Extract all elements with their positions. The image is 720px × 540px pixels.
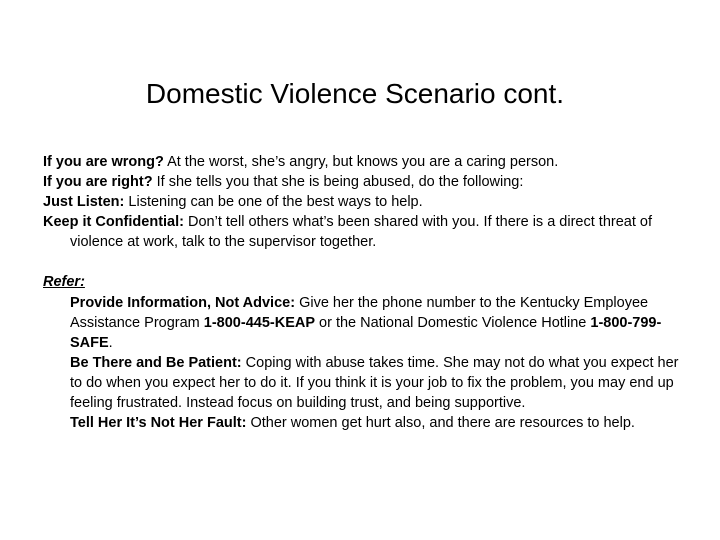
paragraph-lead: If you are right? [43, 174, 153, 190]
paragraph-text: If she tells you that she is being abused, do the following: [152, 174, 524, 190]
refer-item-text: . [108, 335, 113, 351]
phone-number-safe: 1-800-799-SAFE [70, 315, 662, 351]
refer-item-text: Coping with abuse takes time. She may not do what you expect her to do when you expect her to do it. If you think it is your job to fix the problem, you may end up feeling frustrated. Instead focus on building trust, and being supportive. [70, 355, 679, 411]
refer-item-text: Other women get hurt also, and there are resources to help. [246, 415, 635, 431]
slide-body [43, 152, 683, 433]
refer-item-be-patient [43, 353, 683, 413]
paragraph-lead: Just Listen: [43, 194, 125, 210]
refer-item-lead: Tell Her It’s Not Her Fault: [70, 415, 247, 431]
slide-title: Domestic Violence Scenario cont. [145, 78, 565, 109]
spacer [43, 252, 683, 272]
paragraph-just-listen [43, 192, 683, 212]
refer-item-not-her-fault [43, 413, 683, 433]
phone-number-keap: 1-800-445-KEAP [203, 315, 316, 331]
refer-item-provide-information [43, 293, 683, 353]
paragraph-text: Listening can be one of the best ways to help. [124, 194, 423, 210]
refer-item-lead: Provide Information, Not Advice: [70, 295, 296, 311]
refer-item-text: Give her the phone number to the Kentucky Employee Assistance Program [70, 295, 649, 331]
refer-item-text: or the National Domestic Violence Hotline [315, 315, 591, 331]
refer-item-lead: Be There and Be Patient: [70, 355, 242, 371]
paragraph-lead: Keep it Confidential: [43, 214, 184, 230]
paragraph-text: Don’t tell others what’s been shared with you. If there is a direct threat of violence at work, talk to the supervisor together. [70, 214, 652, 250]
paragraph-keep-confidential [43, 212, 683, 252]
refer-heading: Refer: [43, 274, 85, 290]
paragraph-if-right [43, 172, 683, 192]
paragraph-if-wrong [43, 152, 683, 172]
paragraph-text: At the worst, she’s angry, but knows you are a caring person. [163, 154, 559, 170]
paragraph-lead: If you are wrong? [43, 154, 164, 170]
